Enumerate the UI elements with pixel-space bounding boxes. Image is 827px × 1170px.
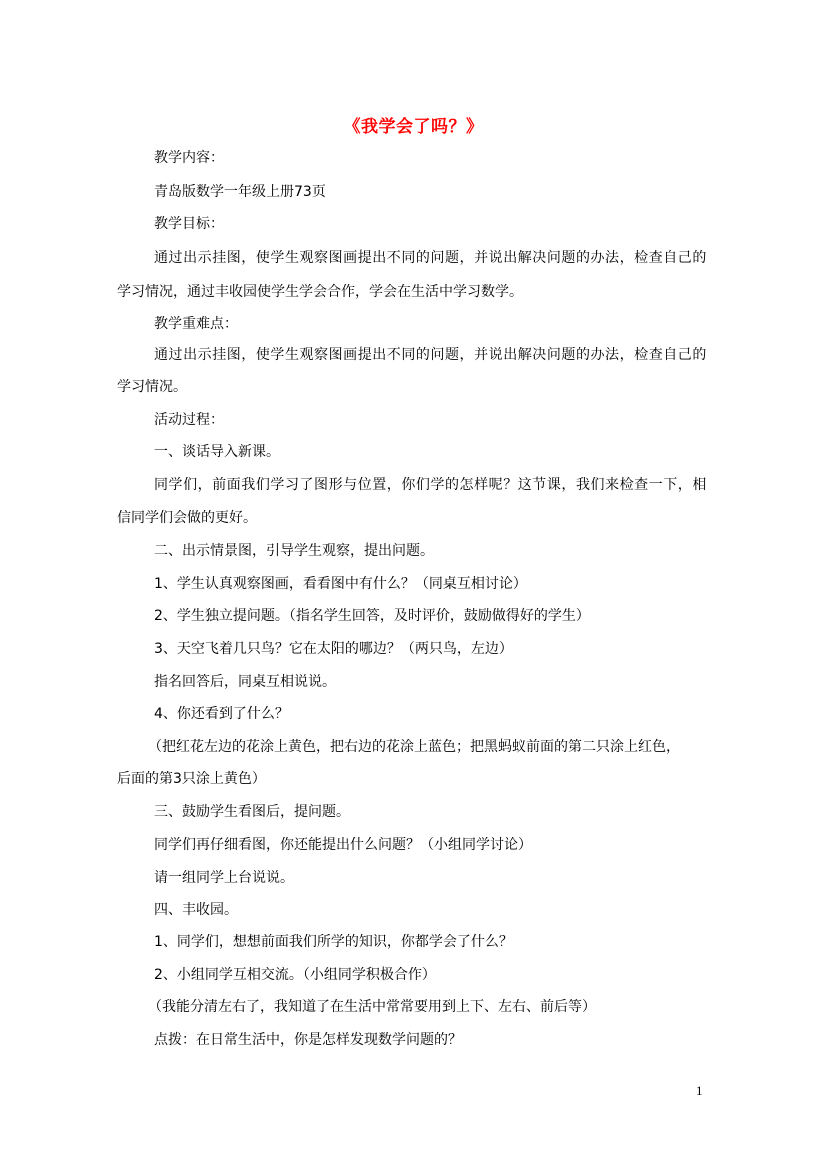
paragraph-difficulties-line-1: 通过出示挂图，使学生观察图画提出不同的问题，并说出解决问题的办法，检查自己的: [154, 347, 707, 363]
heading-teaching-goals: 教学目标：: [154, 216, 224, 232]
paragraph-intro-line-1: 同学们，前面我们学习了图形与位置，你们学的怎样呢？这节课，我们来检查一下，相: [154, 477, 707, 493]
paragraph-guidance: 点拨：在日常生活中，你是怎样发现数学问题的？: [154, 1032, 462, 1048]
list-item-4: 4、你还看到了什么？: [154, 706, 289, 722]
paragraph-partner-talk: 指名回答后，同桌互相说说。: [154, 674, 336, 690]
harvest-item-2: 2、小组同学互相交流。（小组同学积极合作）: [154, 967, 436, 983]
heading-teaching-content: 教学内容：: [154, 150, 224, 166]
document-title: 《我学会了吗？》: [343, 117, 484, 137]
paragraph-intro-line-2: 信同学们会做的更好。: [117, 510, 257, 526]
paragraph-coloring-line-2: 后面的第3只涂上黄色）: [117, 771, 266, 787]
section-one-heading: 一、谈话导入新课。: [154, 444, 280, 460]
list-item-3: 3、天空飞着几只鸟？它在太阳的哪边？（两只鸟，左边）: [154, 641, 513, 657]
page-number: 1: [696, 1083, 703, 1098]
section-four-heading: 四、丰收园。: [154, 902, 238, 918]
paragraph-goals-line-2: 学习情况，通过丰收园使学生学会合作，学会在生活中学习数学。: [117, 284, 523, 300]
paragraph-group-discussion: 同学们再仔细看图，你还能提出什么问题？（小组同学讨论）: [154, 837, 532, 853]
paragraph-group-present: 请一组同学上台说说。: [154, 870, 294, 886]
list-item-1: 1、学生认真观察图画，看看图中有什么？（同桌互相讨论）: [154, 576, 527, 592]
harvest-item-1: 1、同学们，想想前面我们所学的知识，你都学会了什么？: [154, 934, 513, 950]
heading-key-difficulties: 教学重难点：: [154, 316, 238, 332]
section-three-heading: 三、鼓励学生看图后，提问题。: [154, 804, 350, 820]
paragraph-textbook-reference: 青岛版数学一年级上册73页: [154, 184, 326, 200]
paragraph-difficulties-line-2: 学习情况。: [117, 379, 187, 395]
paragraph-coloring-line-1: （把红花左边的花涂上黄色，把右边的花涂上蓝色；把黑蚂蚁前面的第二只涂上红色，: [148, 739, 680, 755]
paragraph-goals-line-1: 通过出示挂图，使学生观察图画提出不同的问题，并说出解决问题的办法，检查自己的: [154, 250, 707, 266]
list-item-2: 2、学生独立提问题。（指名学生回答，及时评价，鼓励做得好的学生）: [154, 608, 590, 624]
section-two-heading: 二、出示情景图，引导学生观察，提出问题。: [154, 543, 434, 559]
paragraph-student-response: （我能分清左右了，我知道了在生活中常常要用到上下、左右、前后等）: [148, 999, 596, 1015]
heading-activity-process: 活动过程：: [154, 412, 224, 428]
